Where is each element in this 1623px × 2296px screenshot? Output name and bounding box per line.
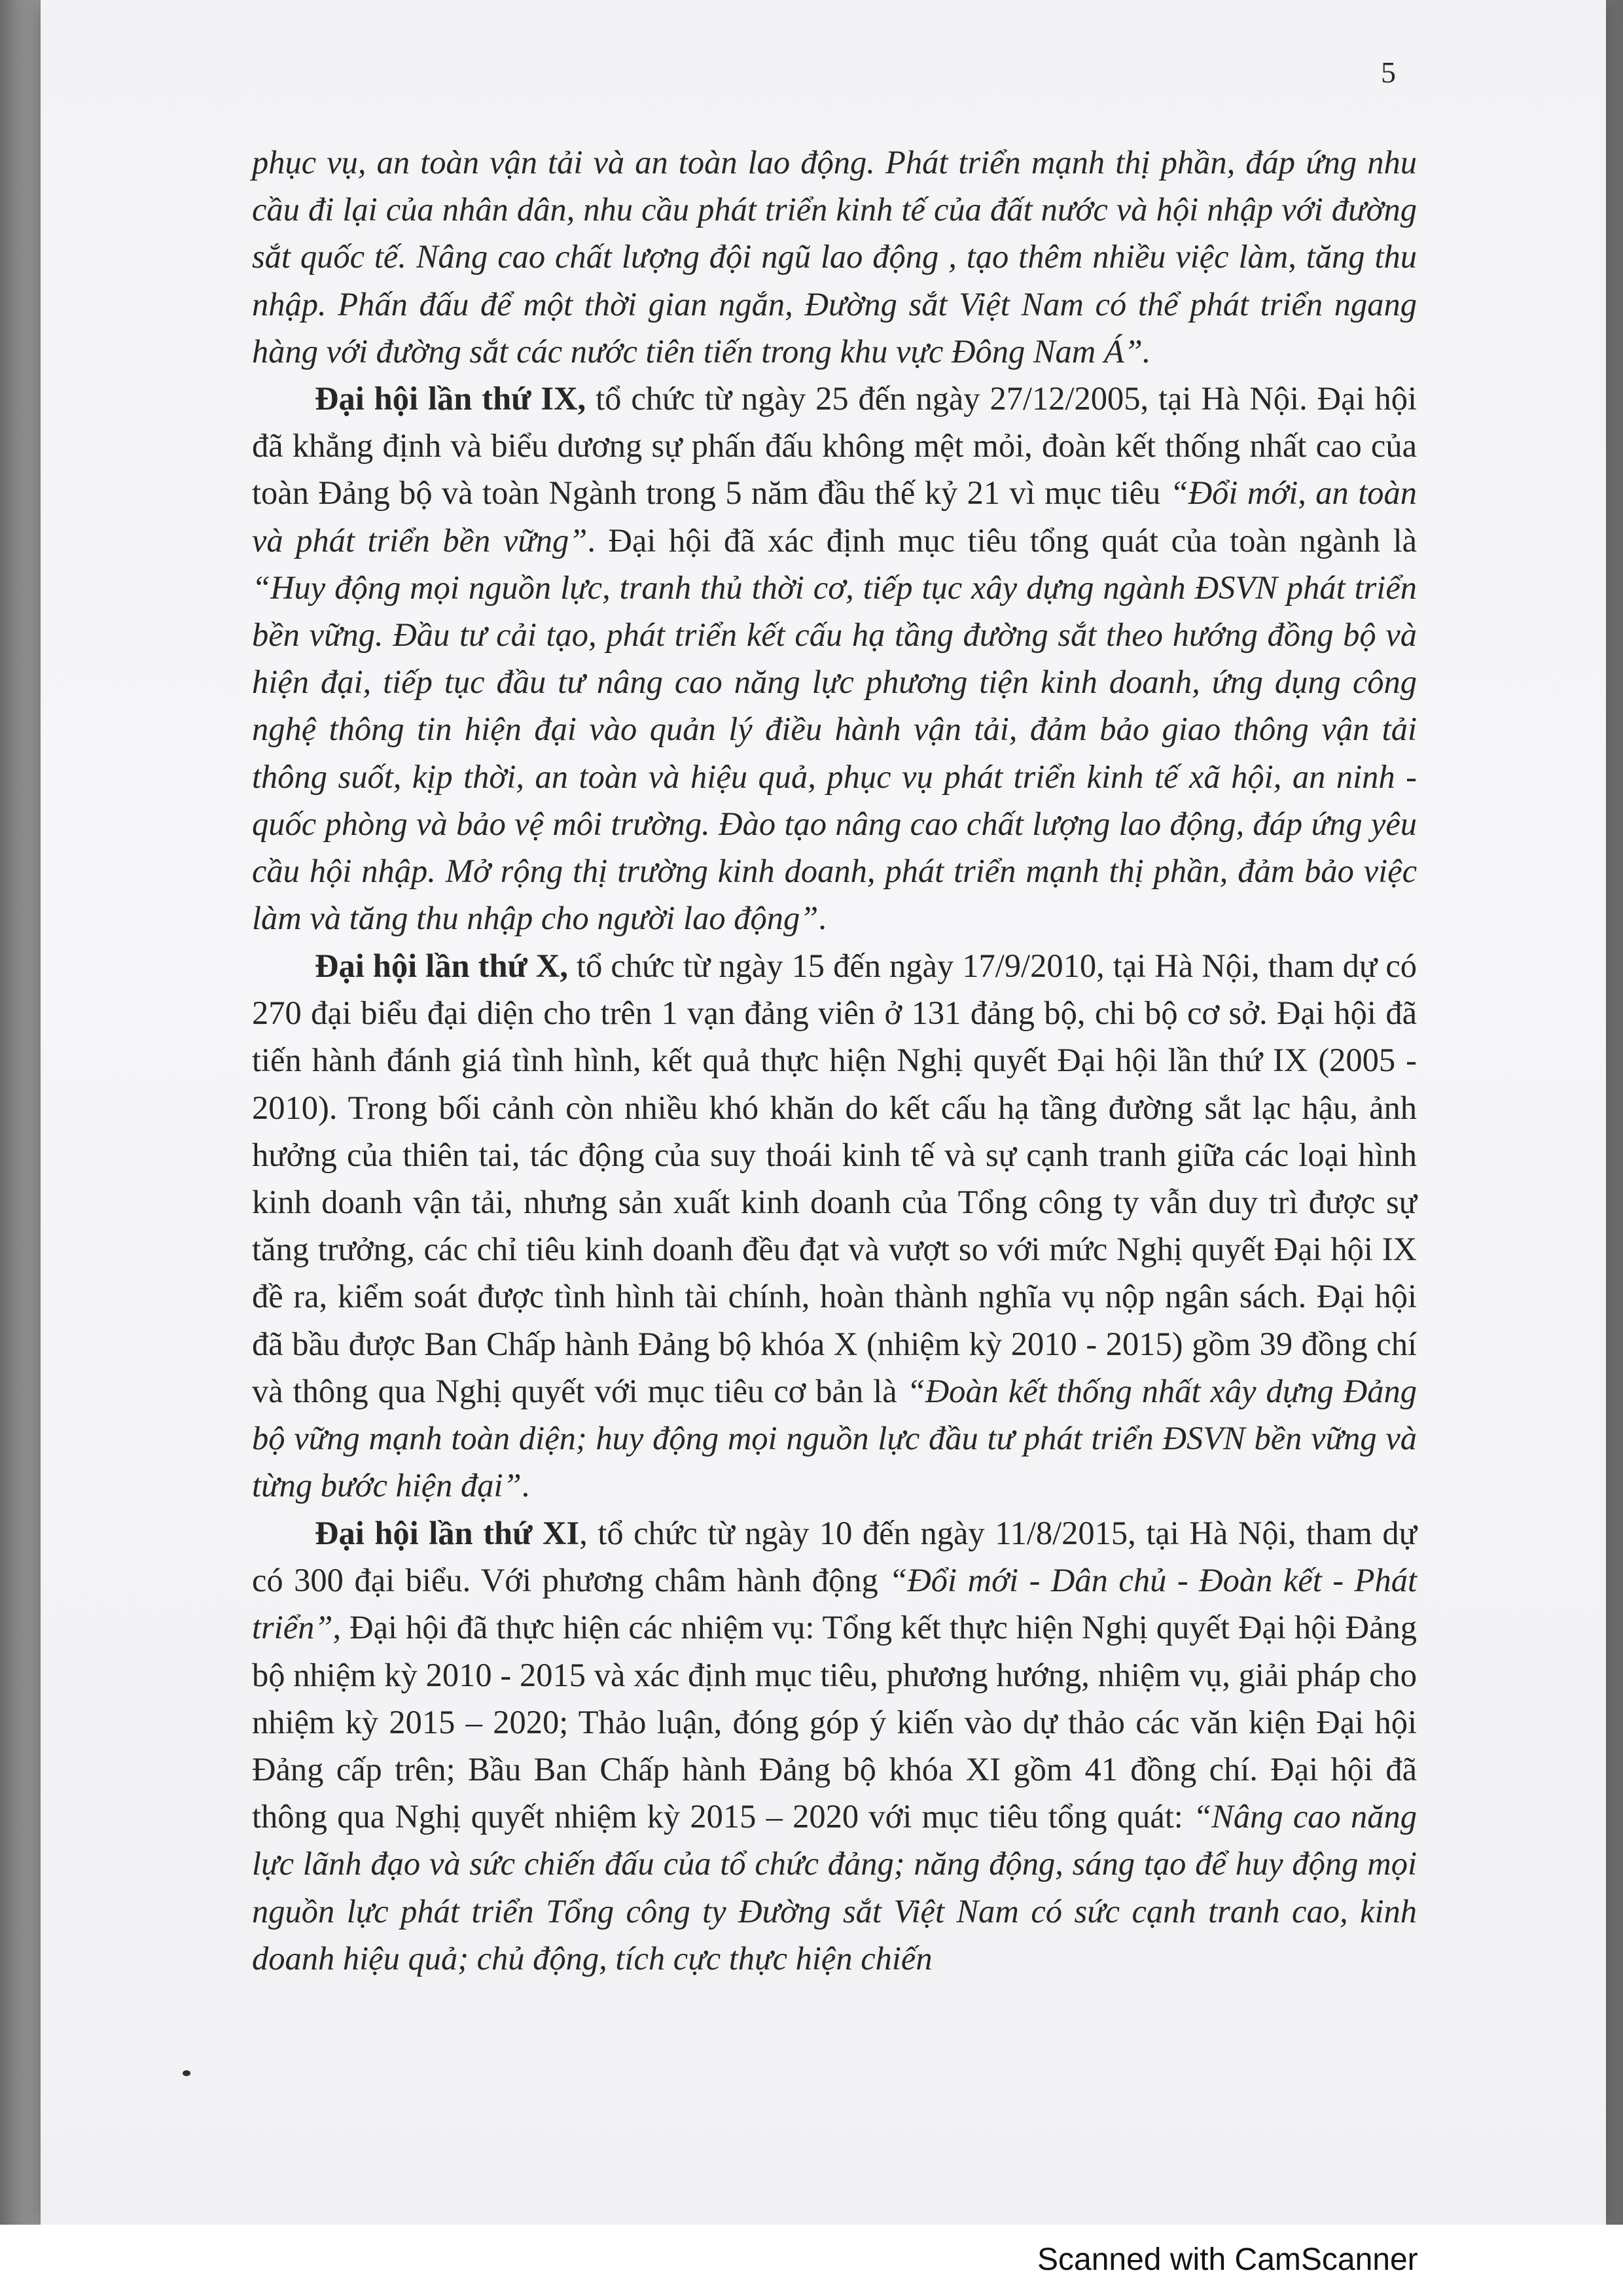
congress-xi-text-2: , Đại hội đã thực hiện các nhiệm vụ: Tổng kết thực hiện Nghị quyết Đại hội Đảng bộ nhiệm kỳ 2010 - 2015 và xác định mục tiêu, phương hướng, nhiệm vụ, giải pháp cho nhiệm kỳ 2015 – 2020; Thảo luận, đóng góp ý kiến vào dự thảo các văn kiện Đại hội Đảng cấp trên; Bầu Ban Chấp hành Đảng bộ khóa XI gồm 41 đồng chí. Đại hội đã thông qua Nghị quyết nhiệm kỳ 2015 – 2020 với mục tiêu tổng quát:	[252, 1609, 1417, 1835]
congress-ix-quote-2: “Huy động mọi nguồn lực, tranh thủ thời cơ, tiếp tục xây dựng ngành ĐSVN phát triển bền vững. Đầu tư cải tạo, phát triển kết cấu hạ tầng đường sắt theo hướng đồng bộ và hiện đại, tiếp tục đầu tư nâng cao năng lực phương tiện kinh doanh, ứng dụng công nghệ thông tin hiện đại vào quản lý điều hành vận tải, đảm bảo giao thông vận tải thông suốt, kịp thời, an toàn và hiệu quả, phục vụ phát triển kinh tế xã hội, an ninh - quốc phòng và bảo vệ môi trường. Đào tạo nâng cao chất lượng lao động, đáp ứng yêu cầu hội nhập. Mở rộng thị trường kinh doanh, phát triển mạnh thị phần, đảm bảo việc làm và tăng thu nhập cho người lao động”	[252, 569, 1417, 937]
paragraph-congress-x	[252, 942, 1417, 1510]
congress-ix-text-2: . Đại hội đã xác định mục tiêu tổng quát của toàn ngành là	[587, 521, 1418, 559]
paragraph-congress-ix	[252, 375, 1417, 942]
congress-x-text-2: .	[521, 1467, 530, 1504]
paragraph-congress-xi	[252, 1510, 1417, 1982]
page-number: 5	[1381, 56, 1396, 89]
congress-x-quote-1: “Đoàn kết thống nhất xây dựng Đảng bộ vững mạnh toàn diện; huy động mọi nguồn lực đầu tư phát triển ĐSVN bền vững và từng bước hiện đại”	[252, 1372, 1417, 1504]
congress-xi-text-1: , tổ chức từ ngày 10 đến ngày 11/8/2015, tại Hà Nội, tham dự có 300 đại biểu. Với phương châm hành động	[252, 1515, 1417, 1599]
document-body	[252, 139, 1417, 1982]
paragraph-1-quote: phục vụ, an toàn vận tải và an toàn lao động. Phát triển mạnh thị phần, đáp ứng nhu cầu đi lại của nhân dân, nhu cầu phát triển kinh tế của đất nước và hội nhập với đường sắt quốc tế. Nâng cao chất lượng đội ngũ lao động , tạo thêm nhiều việc làm, tăng thu nhập. Phấn đấu để một thời gian ngắn, Đường sắt Việt Nam có thể phát triển ngang hàng với đường sắt các nước tiên tiến trong khu vực Đông Nam Á”.	[252, 144, 1417, 370]
congress-xi-quote-1: “Đổi mới - Dân chủ - Đoàn kết - Phát triển”	[252, 1562, 1418, 1646]
congress-x-text-1: tổ chức từ ngày 15 đến ngày 17/9/2010, tại Hà Nội, tham dự có 270 đại biểu đại diện cho trên 1 vạn đảng viên ở 131 đảng bộ, chi bộ cơ sở. Đại hội đã tiến hành đánh giá tình hình, kết quả thực hiện Nghị quyết Đại hội lần thứ IX (2005 - 2010). Trong bối cảnh còn nhiều khó khăn do kết cấu hạ tầng đường sắt lạc hậu, ảnh hưởng của thiên tai, tác động của suy thoái kinh tế và sự cạnh tranh giữa các loại hình kinh doanh vận tải, nhưng sản xuất kinh doanh của Tổng công ty vẫn duy trì được sự tăng trưởng, các chỉ tiêu kinh doanh đều đạt và vượt so với mức Nghị quyết Đại hội IX đề ra, kiểm soát được tình hình tài chính, hoàn thành nghĩa vụ nộp ngân sách. Đại hội đã bầu được Ban Chấp hành Đảng bộ khóa X (nhiệm kỳ 2010 - 2015) gồm 39 đồng chí và thông qua Nghị quyết với mục tiêu cơ bản là	[252, 947, 1417, 1409]
congress-xi-quote-2: “Nâng cao năng lực lãnh đạo và sức chiến đấu của tổ chức đảng; năng động, sáng tạo để huy động mọi nguồn lực phát triển Tổng công ty Đường sắt Việt Nam có sức cạnh tranh cao, kinh doanh hiệu quả; chủ động, tích cực thực hiện chiến	[252, 1798, 1417, 1977]
congress-x-heading: Đại hội lần thứ X,	[315, 947, 568, 984]
congress-ix-text-1: tổ chức từ ngày 25 đến ngày 27/12/2005, tại Hà Nội. Đại hội đã khẳng định và biểu dương sự phấn đấu không mệt mỏi, đoàn kết thống nhất cao của toàn Đảng bộ và toàn Ngành trong 5 năm đầu thế kỷ 21 vì mục tiêu	[252, 380, 1418, 512]
congress-ix-heading: Đại hội lần thứ IX,	[315, 380, 586, 417]
paragraph-continuation	[252, 139, 1417, 375]
ink-dot-mark	[183, 2070, 190, 2076]
congress-ix-text-3: .	[818, 900, 827, 937]
congress-ix-quote-1: “Đổi mới, an toàn và phát triển bền vững”	[252, 474, 1417, 559]
congress-xi-heading: Đại hội lần thứ XI	[315, 1515, 580, 1551]
camscanner-watermark: Scanned with CamScanner	[1037, 2242, 1418, 2277]
